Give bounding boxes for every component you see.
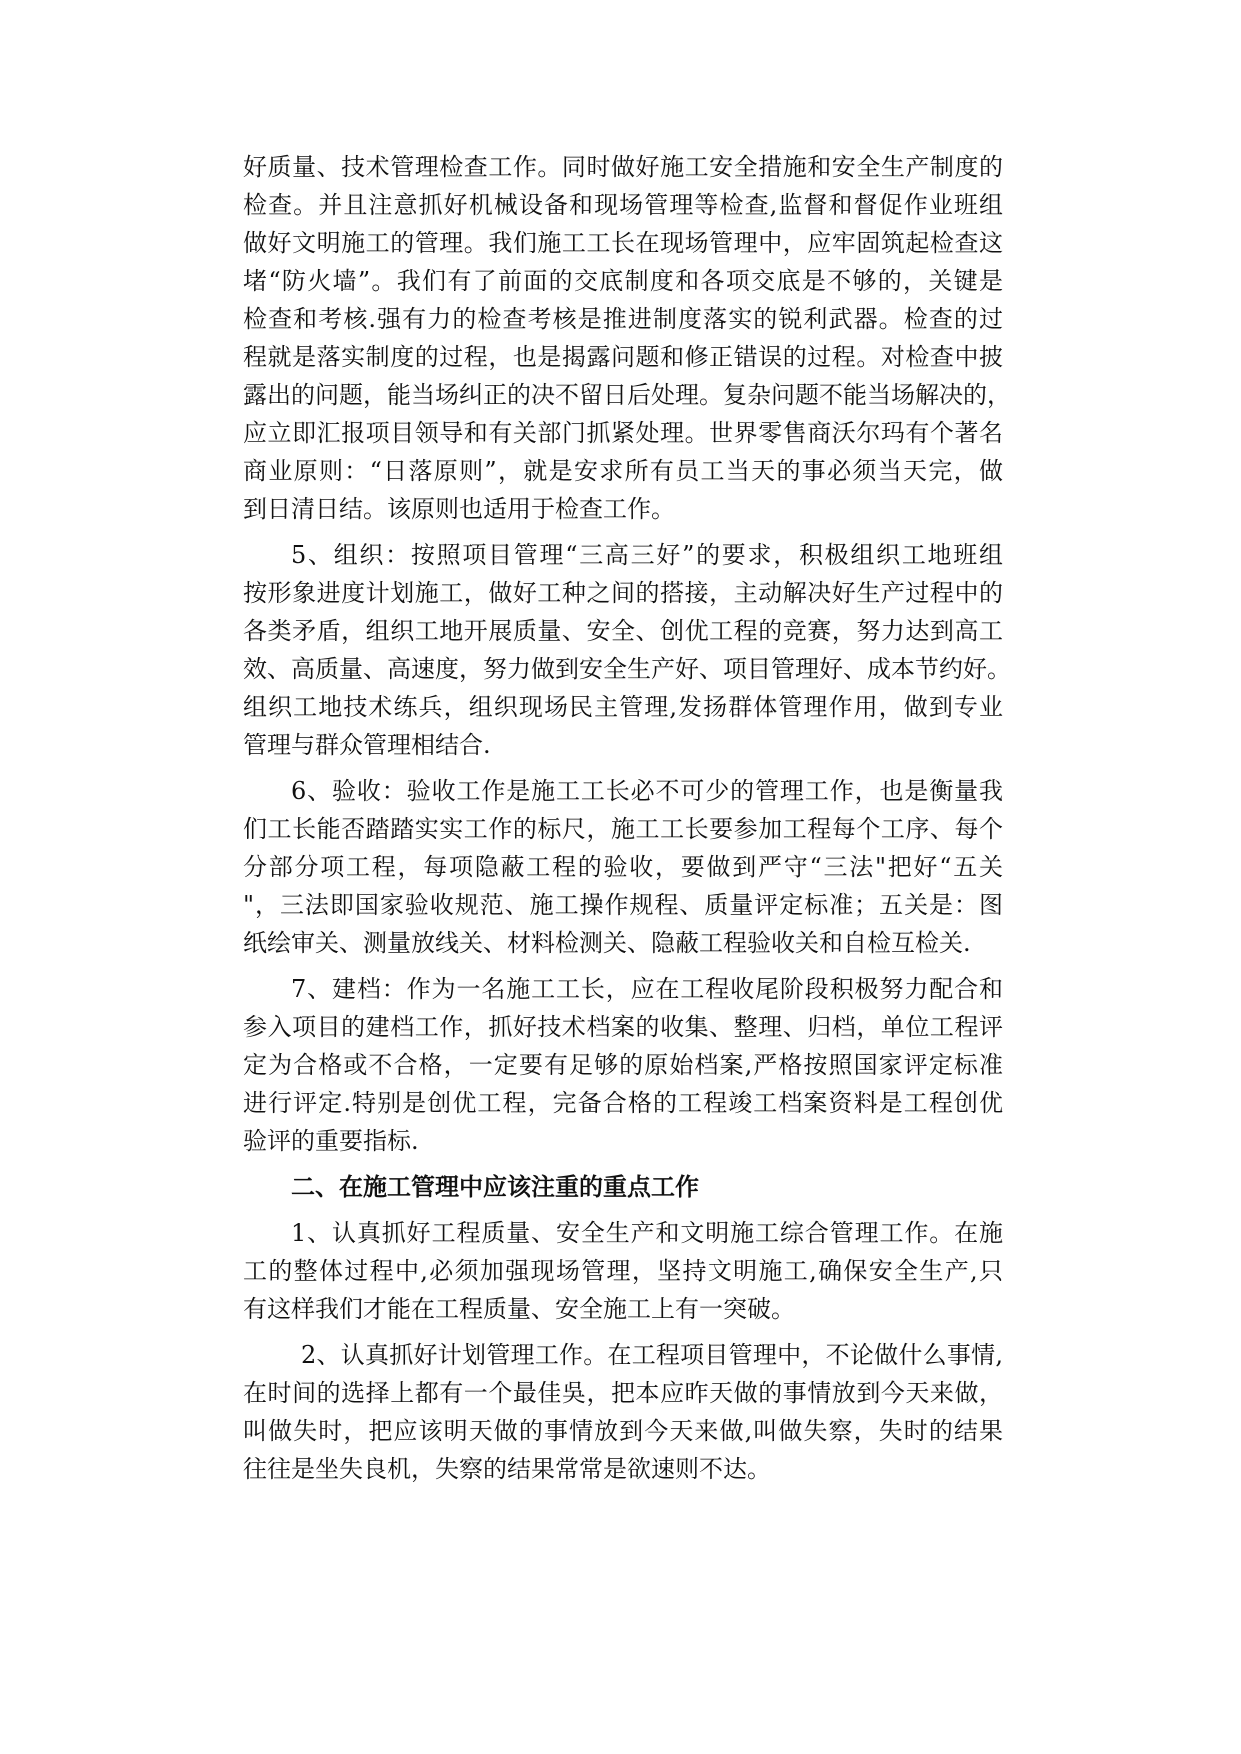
text-line: 效、高质量、高速度，努力做到安全生产好、项目管理好、成本节约好。 <box>243 655 1011 683</box>
text-line: 程就是落实制度的过程，也是揭露问题和修正错误的过程。对检查中披 <box>243 343 1003 371</box>
text-line: 到日清日结。该原则也适用于检查工作。 <box>243 495 675 523</box>
text-line: 们工长能否踏踏实实工作的标尺，施工工长要参加工程每个工序、每个 <box>243 815 1003 843</box>
text-line: 应立即汇报项目领导和有关部门抓紧处理。世界零售商沃尔玛有个著名 <box>243 419 1003 447</box>
text-line: 工的整体过程中,必须加强现场管理，坚持文明施工,确保安全生产,只 <box>243 1257 1003 1285</box>
text-line: 按形象进度计划施工，做好工种之间的搭接，主动解决好生产过程中的 <box>243 579 1003 607</box>
text-line: 各类矛盾，组织工地开展质量、安全、创优工程的竞赛，努力达到高工 <box>243 617 1003 645</box>
text-line: 做好文明施工的管理。我们施工工长在现场管理中，应牢固筑起检查这 <box>243 229 1003 257</box>
text-line: 检查。并且注意抓好机械设备和现场管理等检查,监督和督促作业班组 <box>243 191 1003 219</box>
text-line: 叫做失时，把应该明天做的事情放到今天来做,叫做失察，失时的结果 <box>243 1417 1003 1445</box>
text-line: "，三法即国家验收规范、施工操作规程、质量评定标准；五关是：图 <box>243 891 1003 919</box>
paragraph-organization <box>243 536 1011 764</box>
text-line: 6、验收：验收工作是施工工长必不可少的管理工作，也是衡量我 <box>291 777 1003 805</box>
text-line: 7、建档：作为一名施工工长，应在工程收尾阶段积极努力配合和 <box>291 975 1003 1003</box>
text-line: 有这样我们才能在工程质量、安全施工上有一突破。 <box>243 1295 795 1323</box>
text-line: 分部分项工程，每项隐蔽工程的验收，要做到严守“三法"把好“五关 <box>243 853 1003 881</box>
document-body <box>243 148 1011 1488</box>
paragraph-quality-safety <box>243 1214 1003 1328</box>
text-line: 露出的问题，能当场纠正的决不留日后处理。复杂问题不能当场解决的， <box>243 381 1011 409</box>
text-line: 参入项目的建档工作，抓好技术档案的收集、整理、归档，单位工程评 <box>243 1013 1003 1041</box>
text-line: 定为合格或不合格，一定要有足够的原始档案,严格按照国家评定标准 <box>243 1051 1003 1079</box>
text-line: 1、认真抓好工程质量、安全生产和文明施工综合管理工作。在施 <box>291 1219 1003 1247</box>
paragraph-acceptance <box>243 772 1003 962</box>
text-line: 纸绘审关、测量放线关、材料检测关、隐蔽工程验收关和自检互检关. <box>243 929 971 957</box>
text-line: 进行评定.特别是创优工程，完备合格的工程竣工档案资料是工程创优 <box>243 1089 1003 1117</box>
text-line: 商业原则：“日落原则”，就是安求所有员工当天的事必须当天完，做 <box>243 457 1003 485</box>
text-line: 往往是坐失良机，失察的结果常常是欲速则不达。 <box>243 1455 771 1483</box>
paragraph-inspection <box>243 148 1011 528</box>
text-line: 验评的重要指标. <box>243 1127 419 1155</box>
paragraph-archiving <box>243 970 1003 1160</box>
text-line: 好质量、技术管理检查工作。同时做好施工安全措施和安全生产制度的 <box>243 153 1003 181</box>
text-line: 检查和考核.强有力的检查考核是推进制度落实的锐利武器。检查的过 <box>243 305 1003 333</box>
text-line: 2、认真抓好计划管理工作。在工程项目管理中，不论做什么事情, <box>301 1341 1003 1369</box>
text-line: 管理与群众管理相结合. <box>243 731 491 759</box>
section-heading-text: 二、在施工管理中应该注重的重点工作 <box>291 1172 699 1201</box>
text-line: 组织工地技术练兵，组织现场民主管理,发扬群体管理作用，做到专业 <box>243 693 1003 721</box>
paragraph-planning <box>243 1336 1003 1488</box>
text-line: 5、组织：按照项目管理“三高三好”的要求，积极组织工地班组 <box>291 541 1003 569</box>
text-line: 在时间的选择上都有一个最佳吳，把本应昨天做的事情放到今天来做， <box>243 1379 1003 1407</box>
section-heading <box>243 1168 1003 1206</box>
text-line: 堵“防火墙”。我们有了前面的交底制度和各项交底是不够的，关键是 <box>243 267 1003 295</box>
